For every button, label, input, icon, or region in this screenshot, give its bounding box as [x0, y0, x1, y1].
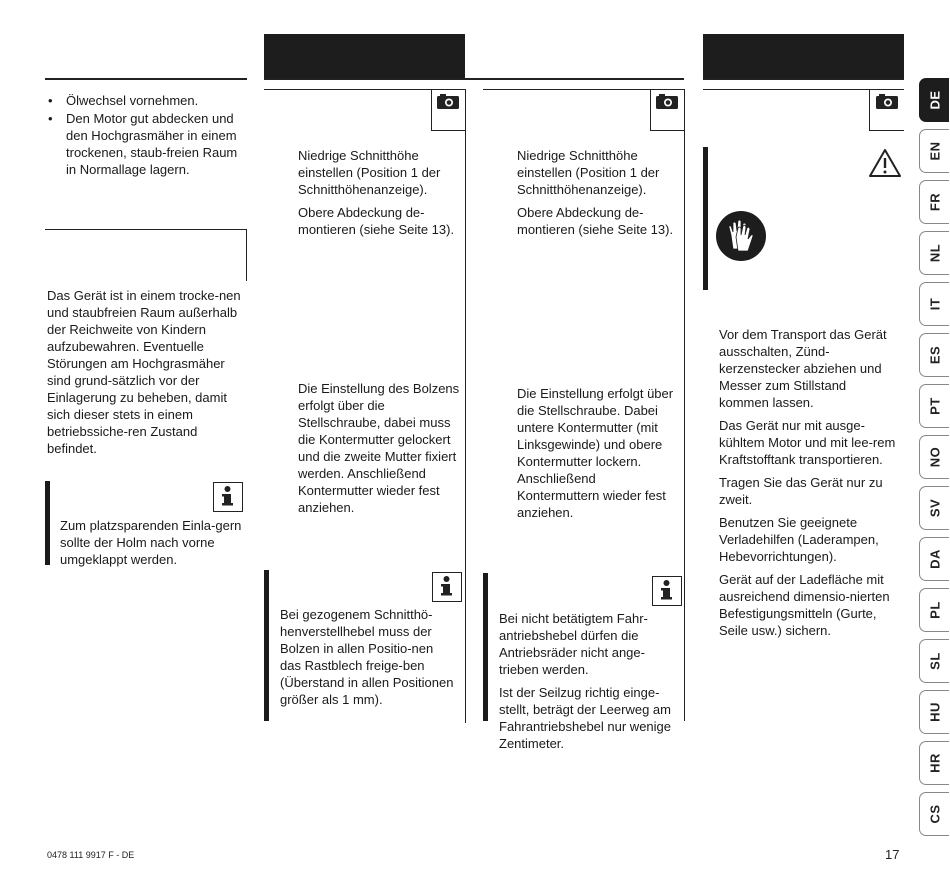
- col3-camera-frame: [650, 89, 651, 131]
- col2-section-rule: [264, 89, 465, 90]
- list-item: • Den Motor gut abdecken und den Hochgrasmäher in einem trockenen, staub-freien Raum in Normallage lagern.: [47, 110, 247, 178]
- transport-paragraph: Benutzen Sie geeignete Verladehilfen (Laderampen, Hebevorrichtungen).: [719, 515, 879, 564]
- col2-adjust-paragraph: Die Einstellung des Bolzens erfolgt über die Stellschraube, dabei muss die Kontermutter gelockert und die zweite Mutter fixiert werden. Anschließend Kontermutter wieder fest anziehen.: [298, 381, 460, 515]
- page-number: 17: [885, 847, 900, 862]
- col4-camera-frame-bottom: [869, 130, 904, 131]
- tab-it[interactable]: IT: [919, 282, 949, 326]
- tab-pl[interactable]: PL: [919, 588, 949, 632]
- col1-section-rule: [45, 229, 247, 230]
- step-text: Obere Abdeckung de-montieren (siehe Seite 13).: [517, 205, 674, 237]
- col4-warning-bar: [703, 147, 708, 290]
- col3-note-bar: [483, 573, 488, 721]
- col3-section-vline: [684, 89, 685, 721]
- tab-no[interactable]: NO: [919, 435, 949, 479]
- step-text: Obere Abdeckung de-montieren (siehe Seite 13).: [298, 205, 455, 237]
- col1-storage-paragraph: Das Gerät ist in einem trocke-nen und staubfreien Raum außerhalb der Reichweite von Kindern aufzubewahren. Eventuelle Störungen am Hochgrasmäher sind grund-sätzlich vor der Einlagerung zu beheben, damit sich dieser stets in einem betriebssiche-ren Zustand befindet.: [47, 288, 241, 456]
- camera-icon: [876, 94, 898, 109]
- tab-pt[interactable]: PT: [919, 384, 949, 428]
- col3-adjust-paragraph: Die Einstellung erfolgt über die Stellschraube. Dabei untere Kontermutter (mit Linksgewinde) und obere Kontermutter lockern. Anschließend Kontermuttern wieder fest anziehen.: [517, 386, 674, 520]
- camera-icon: [437, 94, 459, 109]
- tab-en[interactable]: EN: [919, 129, 949, 173]
- camera-icon: [656, 94, 678, 109]
- tab-es[interactable]: ES: [919, 333, 949, 377]
- col2-section-vline: [465, 89, 466, 723]
- step-text: Niedrige Schnitthöhe einstellen (Position 1 der Schnitthöhenanzeige).: [298, 148, 441, 197]
- step-text: Niedrige Schnitthöhe einstellen (Position 1 der Schnitthöhenanzeige).: [517, 148, 660, 197]
- col3-camera-frame-bottom: [650, 130, 684, 131]
- col2-camera-frame-bottom: [431, 130, 465, 131]
- transport-paragraph: Tragen Sie das Gerät nur zu zweit.: [719, 475, 883, 507]
- warning-triangle-icon: [868, 148, 902, 178]
- tab-cs[interactable]: CS: [919, 792, 949, 836]
- col1-bullet-list: [47, 92, 247, 179]
- col1-note-text: Zum platzsparenden Einla-gern sollte der Holm nach vorne umgeklappt werden.: [60, 518, 242, 567]
- tab-hu[interactable]: HU: [919, 690, 949, 734]
- col2-top-rule: [264, 78, 684, 80]
- col4-transport-text: [719, 326, 899, 645]
- col2-note-bar: [264, 570, 269, 721]
- gloves-icon: [716, 211, 766, 261]
- col2-steps: [298, 147, 463, 244]
- tab-hr[interactable]: HR: [919, 741, 949, 785]
- col4-header-bar: [703, 34, 904, 78]
- col3-section-rule: [483, 89, 685, 90]
- transport-paragraph: Vor dem Transport das Gerät ausschalten, Zünd-kerzenstecker abziehen und Messer zum Stillstand kommen lassen.: [719, 327, 887, 410]
- tab-sl[interactable]: SL: [919, 639, 949, 683]
- note-text: Bei nicht betätigtem Fahr-antriebshebel dürfen die Antriebsräder nicht ange-trieben werden.: [499, 611, 648, 677]
- col4-top-rule: [703, 78, 904, 80]
- note-text: Ist der Seilzug richtig einge-stellt, beträgt der Leerweg am Fahrantriebshebel nur wenige Zentimeter.: [499, 685, 671, 751]
- info-icon: [213, 482, 243, 512]
- col1-section-vline: [246, 229, 247, 281]
- col2-header-bar: [264, 34, 465, 78]
- col3-notes: [499, 610, 679, 758]
- transport-paragraph: Das Gerät nur mit ausge-kühltem Motor und mit lee-rem Kraftstofftank transportieren.: [719, 418, 896, 467]
- info-icon: [652, 576, 682, 606]
- tab-da[interactable]: DA: [919, 537, 949, 581]
- col4-section-rule: [703, 89, 904, 90]
- col2-note-text: Bei gezogenem Schnitthö-henverstellhebel muss der Bolzen in allen Positio-nen das Rastblech freige-ben (Überstand in allen Positionen größer als 1 mm).: [280, 607, 454, 707]
- tab-sv[interactable]: SV: [919, 486, 949, 530]
- tab-fr[interactable]: FR: [919, 180, 949, 224]
- col3-steps: [517, 147, 682, 244]
- col2-camera-frame: [431, 89, 432, 131]
- list-item: • Ölwechsel vornehmen.: [47, 92, 247, 109]
- document-code: 0478 111 9917 F - DE: [47, 850, 135, 860]
- info-icon: [432, 572, 462, 602]
- tab-nl[interactable]: NL: [919, 231, 949, 275]
- tab-de[interactable]: DE: [919, 78, 949, 122]
- col1-top-rule: [45, 78, 247, 80]
- transport-paragraph: Gerät auf der Ladefläche mit ausreichend dimensio-nierten Befestigungsmitteln (Gurte, Seile usw.) sichern.: [719, 572, 890, 638]
- col1-note-bar: [45, 481, 50, 565]
- col4-camera-frame: [869, 89, 870, 131]
